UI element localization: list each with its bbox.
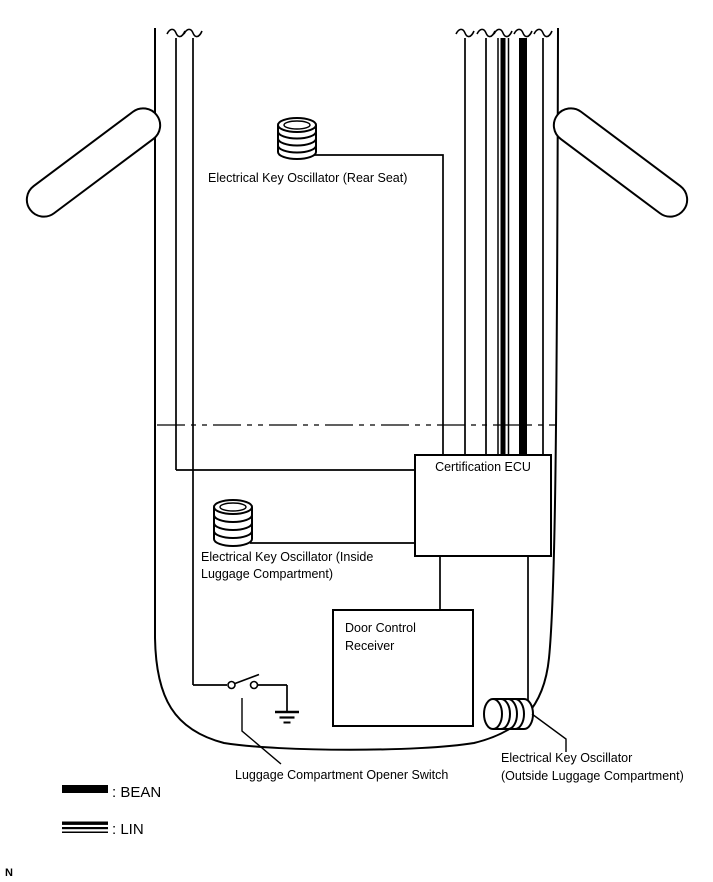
outside-luggage-oscillator-icon [484, 699, 533, 729]
ground-icon [275, 712, 299, 723]
break-mark-icon [534, 29, 552, 36]
footnote-n: N [5, 867, 13, 879]
lin-bus-line [498, 38, 509, 455]
lin-swatch [62, 822, 108, 834]
door-control-receiver-label-line1: Door Control [345, 621, 416, 635]
outside-oscillator-label-line2: (Outside Luggage Compartment) [501, 769, 684, 783]
break-mark-icon [456, 29, 474, 36]
break-mark-icon [477, 29, 495, 36]
side-rails [20, 102, 694, 224]
wire-harness [176, 38, 543, 702]
door-control-receiver-box [333, 610, 473, 726]
door-control-receiver-label-line2: Receiver [345, 639, 395, 653]
switch-leader-line [242, 698, 281, 764]
legend [62, 784, 161, 838]
wire-break-marks [167, 29, 552, 36]
lin-legend-label: : LIN [112, 821, 144, 838]
inside-luggage-oscillator-icon [214, 500, 252, 546]
left-rail [20, 102, 167, 224]
switch-contact-left [228, 682, 235, 689]
bean-bus-line [519, 38, 527, 455]
wire-rear-oscillator-to-ecu [314, 155, 443, 455]
break-mark-icon [184, 29, 202, 36]
inside-oscillator-label-line1: Electrical Key Oscillator (Inside [201, 550, 374, 564]
opener-switch-symbol [193, 675, 299, 723]
rear-seat-oscillator-label: Electrical Key Oscillator (Rear Seat) [208, 171, 408, 185]
break-mark-icon [514, 29, 532, 36]
certification-ecu-label: Certification ECU [435, 460, 531, 474]
bean-legend-label: : BEAN [112, 784, 162, 801]
break-mark-icon [167, 29, 185, 36]
outside-oscillator-leader-line [532, 714, 566, 752]
outside-oscillator-label-line1: Electrical Key Oscillator [501, 751, 633, 765]
rear-seat-oscillator-icon [278, 118, 316, 159]
inside-oscillator-label-line2: Luggage Compartment) [201, 567, 334, 581]
opener-switch-label: Luggage Compartment Opener Switch [235, 768, 449, 782]
switch-contact-right [251, 682, 258, 689]
certification-ecu-box [415, 455, 551, 556]
right-rail [547, 102, 694, 224]
bean-swatch [62, 785, 108, 793]
break-mark-icon [494, 29, 512, 36]
